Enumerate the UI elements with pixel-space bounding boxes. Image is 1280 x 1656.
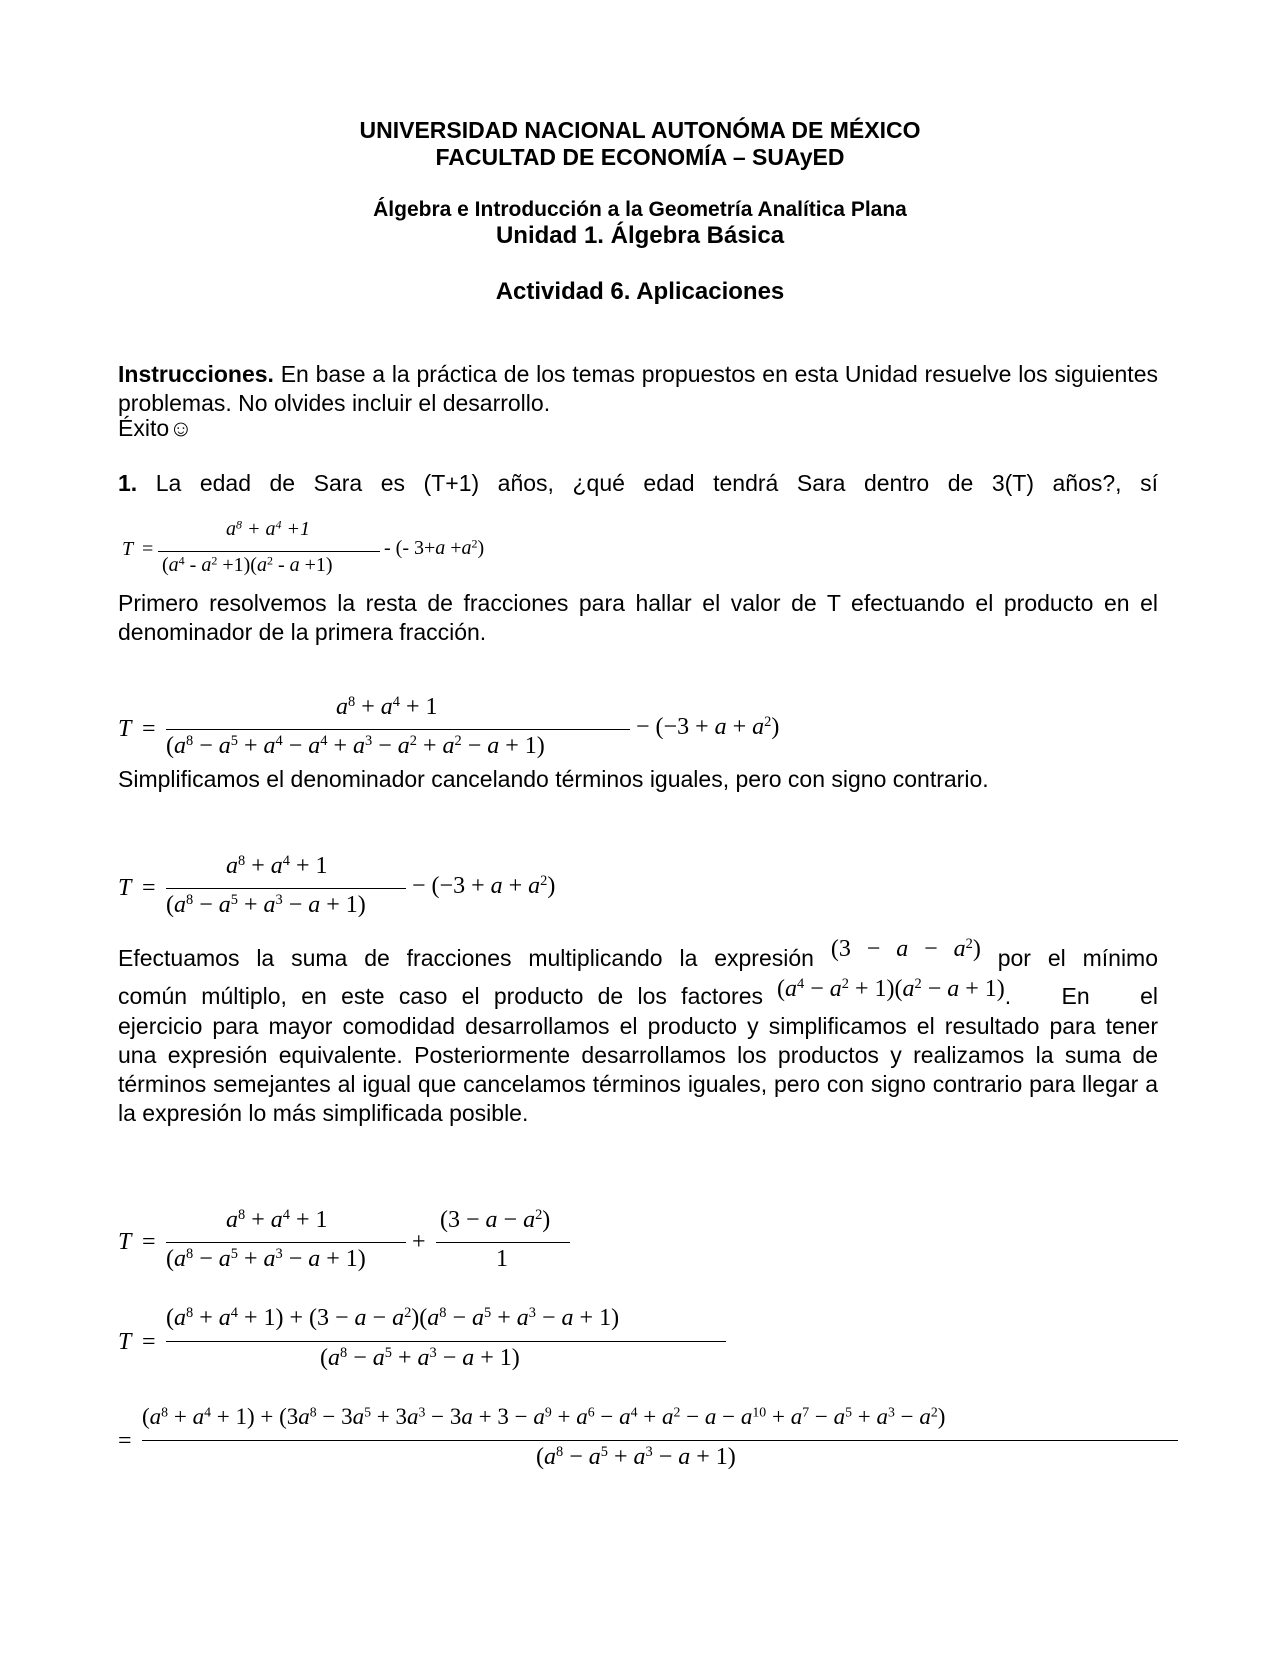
formula-step-4: T = $(a^8 + a^4 + 1) + (3 - a - a^2)(a^8 - a^5 + a^3 - a + 1)$ $(a^8 - a^5 + a^3 - a + 1)$ (118, 1311, 738, 1385)
faculty-title: FACULTAD DE ECONOMÍA – SUAyED (435, 144, 845, 170)
instructions-label: Instrucciones. (118, 361, 274, 387)
inline-math-3-a-a2: $(3 - a - a^2)$ (830, 936, 981, 962)
university-title: UNIVERSIDAD NACIONAL AUTONÓMA DE MÉXICO (359, 117, 921, 143)
paragraph-2: Simplificamos el denominador cancelando términos iguales, pero con signo contrario. (118, 766, 989, 792)
problem-1 (118, 469, 1158, 498)
instructions (118, 360, 1158, 418)
instructions-closing: Éxito☺ (118, 415, 193, 441)
formula-definition-T: T = $a^8 + a^4 +1$ $(a^4 - a^2 +1)(a^2 - a +1)$ - (- $3+a +a^2$) (122, 517, 485, 576)
paragraph-3-part-a: Efectuamos la suma de fracciones multiplicando la expresión (118, 945, 814, 971)
activity-title: Actividad 6. Aplicaciones (495, 278, 785, 305)
problem-number: 1. (118, 470, 138, 496)
paragraph-3-part-c: . En el ejercicio para mayor comodidad desarrollamos el producto y simplificamos el resultado para tener una expresión equivalente. Posteriormente desarrollamos los productos y realizamos la suma de términos semejantes al igual que cancelamos términos iguales, pero con signo contrario para llegar a la expresión lo más simplificada posible. (118, 983, 1158, 1126)
formula-step-1: T = $a^8 + a^4 + 1$ $(a^8 - a^5 + a^4 - a^4 + a^3 - a^2 + a^2 - a + 1)$ − $(-3 + a + a^2)$ (118, 694, 780, 759)
paragraph-3-part-b-start: por el mínimo (997, 945, 1159, 971)
course-title: Álgebra e Introducción a la Geometría Analítica Plana (373, 198, 907, 221)
paragraph-1: Primero resolvemos la resta de fracciones para hallar el valor de T efectuando el producto en el denominador de la primera fracción. (118, 590, 1158, 645)
formula-step-5: = $(a^8 + a^4 + 1) + (3a^8 - 3a^5 + 3a^3 - 3a + 3 - a^9 + a^6 - a^4 + a^2 - a - a^{10} + a^7 - a^5 + a^3 - a^2)$ $(a^8 - a^5 + a^3 - a + 1)$ (118, 1410, 1180, 1484)
formula-step-2: T = $a^8 + a^4 + 1$ $(a^8 - a^5 + a^3 - a + 1)$ − $(-3 + a + a^2)$ (118, 853, 556, 918)
problem-text: La edad de Sara es (T+1) años, ¿qué edad tendrá Sara dentro de 3(T) años?, sí (137, 470, 1158, 496)
unit-title: Unidad 1. Álgebra Básica (495, 222, 785, 249)
instructions-text: En base a la práctica de los temas propuestos en esta Unidad resuelve los siguientes problemas. No olvides incluir el desarrollo. (118, 361, 1158, 416)
inline-math-factors: $(a^4 - a^2 + 1)(a^2 - a + 1)$ (777, 976, 1005, 1002)
formula-step-3: T = $a^8 + a^4 + 1$ $(a^8 - a^5 + a^3 - a + 1)$ + $(3 - a - a^2)$ 1 (118, 1213, 598, 1287)
paragraph-3-rest: común múltiplo, en este caso el producto de los factores $(a^4 - a^2 + 1)(a^2 - a + 1)$. En el ejercicio para mayor comodidad desarrollamos el producto y simplificamos el resultado para tener una expresión equivalente. Posteriormente desarrollamos los productos y realizamos la suma de términos semejantes al igual que cancelamos términos iguales, pero con signo contrario para llegar a la expresión lo más simplificada posible. (118, 976, 1158, 1126)
